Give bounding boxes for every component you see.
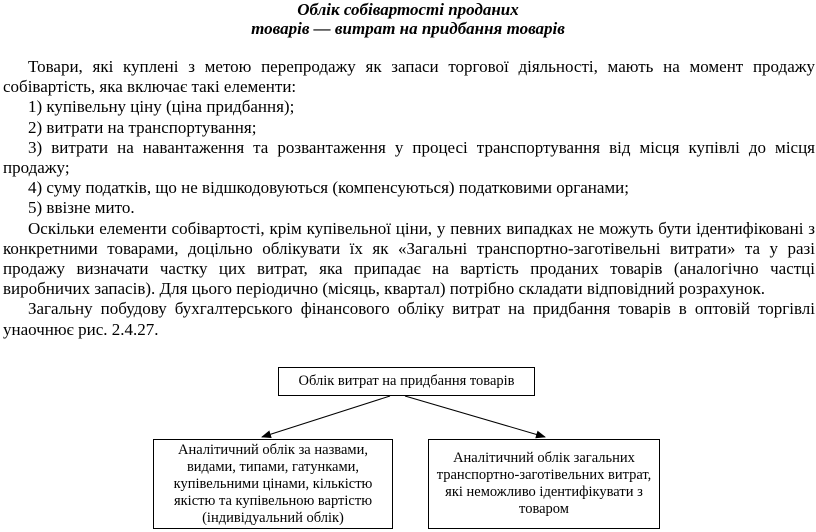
diagram-box-right bbox=[428, 439, 660, 529]
diagram-box-top bbox=[278, 367, 535, 396]
diagram-box-right-label: Аналітичний облік загальних транспортно-заготівельних витрат, які неможливо ідентифікувати з товаром bbox=[436, 450, 652, 517]
paragraph-3: Загальну побудову бухгалтерського фінансового обліку витрат на придбання товарів в оптовій торгівлі унаочнює рис. 2.4.27. bbox=[3, 299, 815, 339]
intro-paragraph: Товари, які куплені з метою перепродажу як запаси торгової діяльності, мають на момент продажу собівартість, яка включає такі елементи: bbox=[3, 57, 815, 97]
list-item: 2) витрати на транспортування; bbox=[28, 117, 257, 137]
title-line-1: Облік собівартості проданих bbox=[297, 0, 519, 19]
diagram-box-top-label: Облік витрат на придбання товарів bbox=[298, 373, 515, 389]
arrow-left bbox=[262, 396, 390, 437]
diagram-box-left bbox=[153, 439, 393, 529]
paragraph-2: Оскільки елементи собівартості, крім купівельної ціни, у певних випадках не можуть бути ідентифіковані з конкретними товарами, доцільно облікувати їх як «Загальні транспортно-заготівельні витрати» та у разі продажу визначати частку цих витрат, яка припадає на вартість проданих товарів (аналогічно частці виробничих запасів). Для цього періодично (місяць, квартал) потрібно складати відповідний розрахунок. bbox=[3, 218, 815, 299]
list-item: 4) суму податків, що не відшкодовуються (компенсуються) податковими органами; bbox=[28, 178, 629, 198]
arrow-right bbox=[405, 396, 545, 437]
list-item: 5) ввізне мито. bbox=[28, 198, 135, 218]
diagram-box-left-label: Аналітичний облік за назвами, видами, типами, гатунками, купівельними цінами, кількістю якістю та купівельною вартістю (індивідуальний облік) bbox=[173, 441, 373, 526]
title-line-2: товарів — витрат на придбання товарів bbox=[251, 19, 565, 38]
list-item: 1) купівельну ціну (ціна придбання); bbox=[28, 97, 295, 117]
list-item: 3) витрати на навантаження та розвантаження у процесі транспортування від місця купівлі до місця продажу; bbox=[3, 137, 815, 178]
